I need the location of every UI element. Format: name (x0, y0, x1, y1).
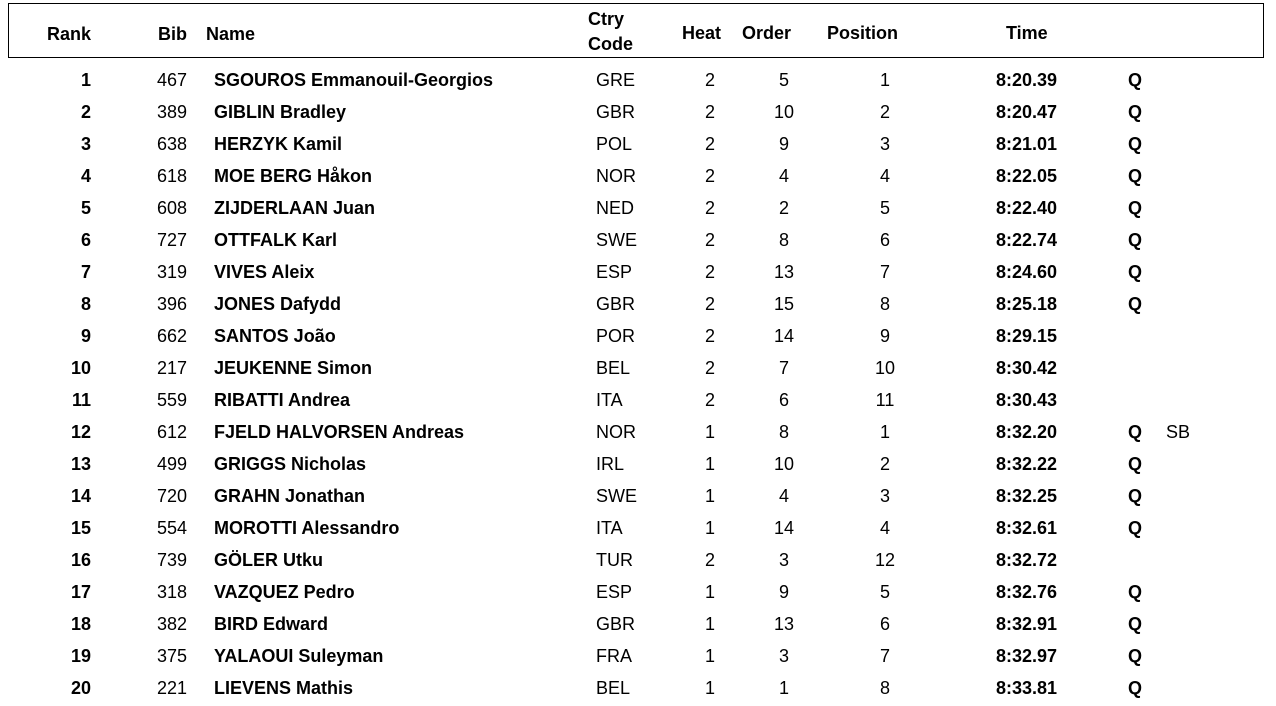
order-cell: 14 (773, 518, 795, 538)
order-cell: 8 (778, 230, 789, 250)
rank-cell: 16 (70, 550, 91, 570)
athlete-name: GÖLER Utku (214, 550, 324, 570)
qualifier-mark: Q (1128, 102, 1143, 122)
rank-cell: 3 (80, 134, 91, 154)
country-code: BEL (596, 678, 631, 698)
rank-cell: 7 (80, 262, 91, 282)
order-cell: 13 (773, 262, 795, 282)
position-cell: 2 (879, 454, 890, 474)
country-code: GBR (596, 102, 636, 122)
table-row (0, 64, 1276, 96)
time-cell: 8:22.05 (995, 166, 1057, 186)
table-row (0, 320, 1276, 352)
qualifier-mark: Q (1128, 582, 1143, 602)
bib-cell: 554 (156, 518, 187, 538)
position-cell: 8 (879, 294, 890, 314)
table-row (0, 128, 1276, 160)
country-code: TUR (596, 550, 633, 570)
time-cell: 8:32.76 (995, 582, 1057, 602)
time-cell: 8:32.61 (995, 518, 1057, 538)
header-bib: Bib (158, 24, 187, 44)
heat-cell: 1 (704, 422, 715, 442)
time-cell: 8:30.42 (995, 358, 1057, 378)
order-cell: 9 (778, 134, 789, 154)
athlete-name: JONES Dafydd (214, 294, 342, 314)
position-cell: 1 (879, 422, 890, 442)
order-cell: 2 (778, 198, 789, 218)
rank-cell: 10 (70, 358, 91, 378)
country-code: NOR (596, 422, 636, 442)
time-cell: 8:22.74 (995, 230, 1057, 250)
athlete-name: LIEVENS Mathis (214, 678, 354, 698)
qualifier-mark: Q (1128, 422, 1143, 442)
table-row (0, 544, 1276, 576)
position-cell: 8 (879, 678, 890, 698)
athlete-name: GRIGGS Nicholas (214, 454, 367, 474)
header-time: Time (1006, 23, 1048, 43)
athlete-name: YALAOUI Suleyman (214, 646, 384, 666)
heat-cell: 2 (704, 262, 715, 282)
order-cell: 7 (778, 358, 789, 378)
position-cell: 3 (879, 134, 890, 154)
heat-cell: 2 (704, 134, 715, 154)
header-country-line1: Ctry (588, 9, 625, 29)
country-code: IRL (596, 454, 625, 474)
position-cell: 3 (879, 486, 890, 506)
order-cell: 6 (778, 390, 789, 410)
table-row (0, 96, 1276, 128)
country-code: ITA (596, 390, 623, 410)
order-cell: 4 (778, 486, 789, 506)
qualifier-mark: Q (1128, 166, 1143, 186)
header-position: Position (827, 23, 898, 43)
bib-cell: 608 (156, 198, 187, 218)
position-cell: 7 (879, 262, 890, 282)
qualifier-mark: Q (1128, 454, 1143, 474)
bib-cell: 467 (156, 70, 187, 90)
position-cell: 12 (874, 550, 896, 570)
athlete-name: VIVES Aleix (214, 262, 315, 282)
order-cell: 9 (778, 582, 789, 602)
position-cell: 4 (879, 166, 890, 186)
time-cell: 8:20.39 (995, 70, 1057, 90)
time-cell: 8:32.72 (995, 550, 1057, 570)
country-code: NED (596, 198, 635, 218)
bib-cell: 559 (156, 390, 187, 410)
results-header (8, 3, 1264, 58)
country-code: BEL (596, 358, 631, 378)
time-cell: 8:30.43 (995, 390, 1057, 410)
bib-cell: 382 (156, 614, 187, 634)
rank-cell: 1 (80, 70, 91, 90)
table-row (0, 672, 1276, 704)
heat-cell: 2 (704, 326, 715, 346)
table-row (0, 640, 1276, 672)
position-cell: 6 (879, 230, 890, 250)
athlete-name: JEUKENNE Simon (214, 358, 373, 378)
athlete-name: MOROTTI Alessandro (214, 518, 400, 538)
order-cell: 15 (773, 294, 795, 314)
table-row (0, 576, 1276, 608)
bib-cell: 319 (156, 262, 187, 282)
qualifier-mark: Q (1128, 262, 1143, 282)
rank-cell: 15 (70, 518, 91, 538)
order-cell: 3 (778, 550, 789, 570)
order-cell: 8 (778, 422, 789, 442)
heat-cell: 1 (704, 454, 715, 474)
rank-cell: 11 (71, 390, 91, 410)
time-cell: 8:32.25 (995, 486, 1057, 506)
table-row (0, 448, 1276, 480)
athlete-name: VAZQUEZ Pedro (214, 582, 355, 602)
position-cell: 10 (874, 358, 896, 378)
country-code: SWE (596, 230, 638, 250)
header-rank: Rank (47, 24, 92, 44)
position-cell: 5 (879, 582, 890, 602)
athlete-name: ZIJDERLAAN Juan (214, 198, 376, 218)
bib-cell: 739 (156, 550, 187, 570)
athlete-name: GIBLIN Bradley (214, 102, 347, 122)
rank-cell: 18 (70, 614, 91, 634)
heat-cell: 2 (704, 390, 715, 410)
rank-cell: 9 (80, 326, 91, 346)
table-row (0, 384, 1276, 416)
athlete-name: FJELD HALVORSEN Andreas (214, 422, 465, 442)
rank-cell: 17 (70, 582, 91, 602)
bib-cell: 638 (156, 134, 187, 154)
qualifier-mark: Q (1128, 646, 1143, 666)
rank-cell: 4 (80, 166, 91, 186)
table-row (0, 224, 1276, 256)
country-code: FRA (596, 646, 632, 666)
time-cell: 8:32.20 (995, 422, 1057, 442)
time-cell: 8:32.22 (995, 454, 1057, 474)
heat-cell: 1 (704, 678, 715, 698)
bib-cell: 375 (156, 646, 187, 666)
order-cell: 13 (773, 614, 795, 634)
country-code: ESP (596, 582, 633, 602)
time-cell: 8:21.01 (995, 134, 1057, 154)
athlete-name: SANTOS João (214, 326, 336, 346)
heat-cell: 2 (704, 358, 715, 378)
heat-cell: 2 (704, 230, 715, 250)
athlete-name: SGOUROS Emmanouil-Georgios (214, 70, 494, 90)
athlete-name: MOE BERG Håkon (214, 166, 373, 186)
qualifier-mark: Q (1128, 294, 1143, 314)
bib-cell: 389 (156, 102, 187, 122)
header-country-line2: Code (588, 34, 633, 54)
country-code: GBR (596, 294, 636, 314)
heat-cell: 1 (704, 614, 715, 634)
table-row (0, 480, 1276, 512)
time-cell: 8:25.18 (995, 294, 1057, 314)
bib-cell: 499 (156, 454, 187, 474)
bib-cell: 727 (156, 230, 187, 250)
bib-cell: 396 (156, 294, 187, 314)
rank-cell: 2 (80, 102, 91, 122)
heat-cell: 1 (704, 646, 715, 666)
bib-cell: 221 (156, 678, 187, 698)
qualifier-mark: Q (1128, 678, 1143, 698)
header-country-code (588, 8, 633, 55)
header-order: Order (742, 23, 792, 43)
position-cell: 2 (879, 102, 890, 122)
bib-cell: 318 (156, 582, 187, 602)
position-cell: 5 (879, 198, 890, 218)
bib-cell: 662 (156, 326, 187, 346)
country-code: GBR (596, 614, 636, 634)
country-code: GRE (596, 70, 636, 90)
position-cell: 1 (879, 70, 890, 90)
bib-cell: 618 (156, 166, 187, 186)
header-name: Name (206, 24, 256, 44)
table-row (0, 416, 1276, 448)
athlete-name: GRAHN Jonathan (214, 486, 366, 506)
time-cell: 8:22.40 (995, 198, 1057, 218)
table-row (0, 256, 1276, 288)
country-code: ESP (596, 262, 633, 282)
table-row (0, 512, 1276, 544)
heat-cell: 1 (704, 486, 715, 506)
record-mark: SB (1166, 422, 1191, 442)
heat-cell: 2 (704, 198, 715, 218)
rank-cell: 12 (70, 422, 91, 442)
athlete-name: HERZYK Kamil (214, 134, 343, 154)
table-row (0, 288, 1276, 320)
time-cell: 8:24.60 (995, 262, 1057, 282)
country-code: ITA (596, 518, 623, 538)
athlete-name: RIBATTI Andrea (214, 390, 351, 410)
qualifier-mark: Q (1128, 230, 1143, 250)
qualifier-mark: Q (1128, 486, 1143, 506)
order-cell: 4 (778, 166, 789, 186)
heat-cell: 1 (704, 582, 715, 602)
country-code: SWE (596, 486, 638, 506)
qualifier-mark: Q (1128, 70, 1143, 90)
heat-cell: 2 (704, 166, 715, 186)
rank-cell: 6 (80, 230, 91, 250)
heat-cell: 2 (704, 70, 715, 90)
athlete-name: BIRD Edward (214, 614, 329, 634)
time-cell: 8:33.81 (995, 678, 1057, 698)
qualifier-mark: Q (1128, 518, 1143, 538)
bib-cell: 720 (156, 486, 187, 506)
table-row (0, 352, 1276, 384)
order-cell: 3 (778, 646, 789, 666)
qualifier-mark: Q (1128, 614, 1143, 634)
rank-cell: 14 (70, 486, 91, 506)
rank-cell: 13 (70, 454, 91, 474)
heat-cell: 2 (704, 550, 715, 570)
table-row (0, 160, 1276, 192)
time-cell: 8:32.91 (995, 614, 1057, 634)
rank-cell: 19 (70, 646, 91, 666)
country-code: NOR (596, 166, 636, 186)
order-cell: 10 (773, 454, 795, 474)
time-cell: 8:29.15 (995, 326, 1057, 346)
country-code: POR (596, 326, 636, 346)
heat-cell: 2 (704, 294, 715, 314)
time-cell: 8:32.97 (995, 646, 1057, 666)
position-cell: 11 (875, 390, 895, 410)
position-cell: 6 (879, 614, 890, 634)
order-cell: 1 (778, 678, 789, 698)
rank-cell: 20 (70, 678, 91, 698)
rank-cell: 8 (80, 294, 91, 314)
bib-cell: 612 (156, 422, 187, 442)
time-cell: 8:20.47 (995, 102, 1057, 122)
heat-cell: 2 (704, 102, 715, 122)
country-code: POL (596, 134, 633, 154)
table-row (0, 192, 1276, 224)
position-cell: 7 (879, 646, 890, 666)
heat-cell: 1 (704, 518, 715, 538)
qualifier-mark: Q (1128, 134, 1143, 154)
qualifier-mark: Q (1128, 198, 1143, 218)
rank-cell: 5 (80, 198, 91, 218)
order-cell: 5 (778, 70, 789, 90)
order-cell: 14 (773, 326, 795, 346)
table-row (0, 608, 1276, 640)
athlete-name: OTTFALK Karl (214, 230, 338, 250)
header-heat: Heat (682, 23, 722, 43)
position-cell: 4 (879, 518, 890, 538)
bib-cell: 217 (156, 358, 187, 378)
position-cell: 9 (879, 326, 890, 346)
order-cell: 10 (773, 102, 795, 122)
